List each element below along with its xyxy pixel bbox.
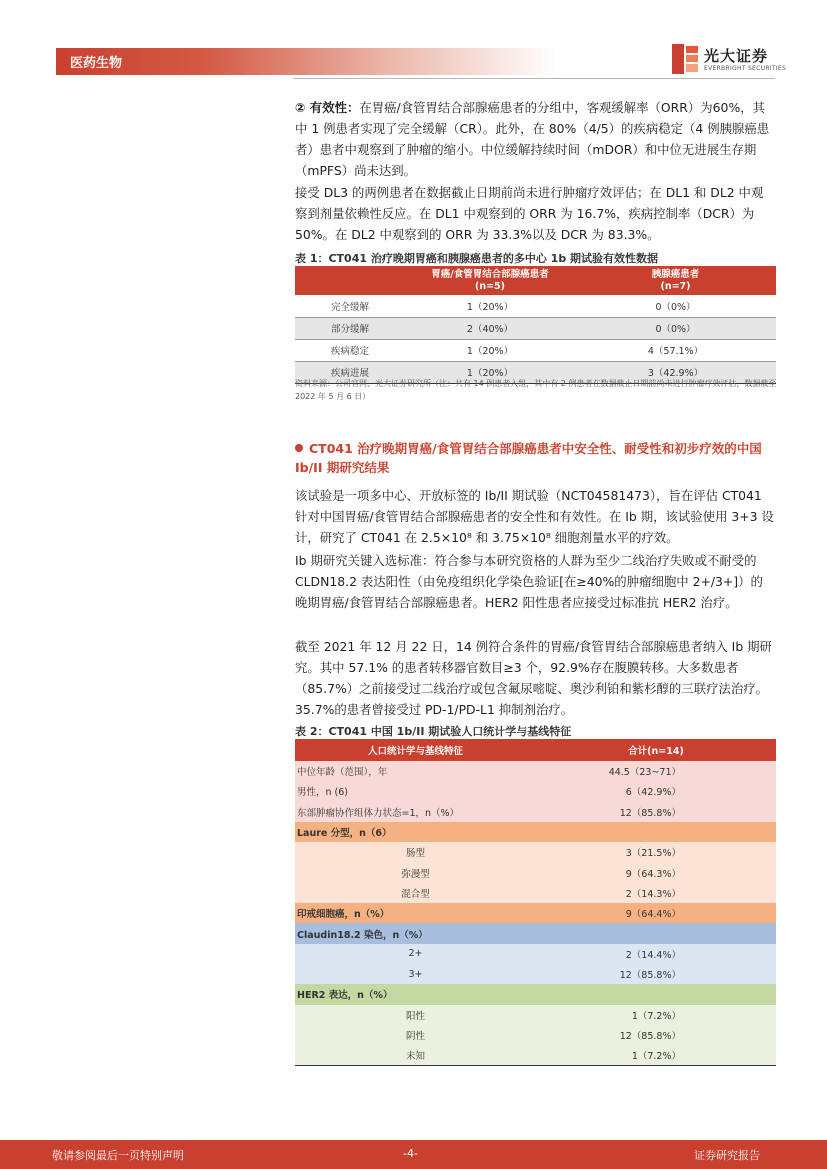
header-divider — [293, 78, 775, 79]
section-heading: CT041 治疗晚期胃癌/食管胃结合部腺癌患者中安全性、耐受性和初步疗效的中国 Ib/II 期研究结果 — [295, 441, 762, 475]
table-row: 3+ 12（85.8%） — [295, 964, 776, 984]
table-row: 东部肿瘤协作组体力状态=1，n（%） 12（85.8%） — [295, 802, 776, 822]
header-band — [56, 48, 556, 75]
efficacy-table — [295, 266, 776, 384]
everbright-logo-icon — [672, 44, 698, 74]
table-section-row: Claudin18.2 染色，n（%） — [295, 923, 776, 943]
dose-response-paragraph: 接受 DL3 的两例患者在数据截止日期前尚未进行肿瘤疗效评估；在 DL1 和 DL2 中观察到剂量依赖性反应。在 DL1 中观察到的 ORR 为 16.7%，疾病控制率（DCR）为 50%。在 DL2 中观察到的 ORR 为 33.3%以及 DCR 为 83.3%。 — [295, 185, 764, 242]
table1-source-note: 资料来源：公司官网、光大证券研究所（注：共有 14 例患者入组，其中有 2 例患者在数据截止日期前尚未进行肿瘤疗效评估，数据截至 2022 年 5 月 6 日） — [295, 379, 777, 401]
table-row: 完全缓解 1（20%） 0（0%） — [295, 295, 776, 317]
baseline-table — [295, 739, 776, 1066]
table-section-row: 印戒细胞癌，n（%） 9（64.4%） — [295, 903, 776, 923]
table-row: 2+ 2（14.4%） — [295, 944, 776, 964]
table-header-cell: 胰腺癌患者 (n=7) — [575, 266, 776, 295]
table-row: 阴性 12（85.8%） — [295, 1025, 776, 1045]
table-row: 中位年龄（范围），年 44.5（23~71） — [295, 761, 776, 781]
footer-bar — [0, 1140, 827, 1169]
section-label: 医药生物 — [70, 56, 123, 71]
enrollment-paragraph: 截至 2021 年 12 月 22 日，14 例符合条件的胃癌/食管胃结合部腺癌患者纳入 Ib 期研究。其中 57.1% 的患者转移器官数目≥3 个，92.9%存在腹膜转移。大多数患者（85.7%）之前接受过二线治疗或包含氟尿嘧啶、奥沙利铂和紫杉醇的三联疗法治疗。35.7%的患者曾接受过 PD-1/PD-L1 抑制剂治疗。 — [295, 639, 772, 717]
efficacy-paragraph — [295, 97, 775, 181]
table-section-row: Laure 分型，n（6） — [295, 822, 776, 842]
logo-text: 光大证券 — [704, 47, 769, 65]
inclusion-criteria-paragraph: Ib 期研究关键入选标准：符合参与本研究资格的人群为至少二线治疗失败或不耐受的 CLDN18.2 表达阳性（由免疫组织化学染色验证[在≥40%的肿瘤细胞中 2+/3+]）的晚期胃癌/食管胃结合部腺癌患者。HER2 阳性患者应接受过标准抗 HER2 治疗。 — [295, 553, 763, 610]
table-header-row: 人口统计学与基线特征 合计(n=14) — [295, 739, 776, 761]
table-row: 部分缓解 2（40%） 0（0%） — [295, 317, 776, 339]
table-section-row: HER2 表达，n（%） — [295, 984, 776, 1004]
page-number: -4- — [403, 1147, 418, 1160]
bullet-icon — [295, 444, 303, 452]
table-row: 弥漫型 9（64.3%） — [295, 862, 776, 882]
footer-disclaimer: 敬请参阅最后一页特别声明 — [52, 1149, 184, 1162]
efficacy-lead: ② 有效性： — [295, 100, 360, 115]
table-row: 未知 1（7.2%） — [295, 1045, 776, 1065]
table-row: 男性，n (6) 6（42.9%） — [295, 781, 776, 801]
logo-subtext: EVERBRIGHT SECURITIES — [704, 65, 787, 72]
table-row: 疾病稳定 1（20%） 4（57.1%） — [295, 339, 776, 361]
table-header-cell: 胃癌/食管胃结合部腺癌患者 (n=5) — [405, 266, 575, 295]
table2-title: 表 2：CT041 中国 1b/II 期试验人口统计学与基线特征 — [295, 725, 572, 738]
table-header-row — [295, 266, 776, 295]
table1-title: 表 1：CT041 治疗晚期胃癌和胰腺癌患者的多中心 1b 期试验有效性数据 — [295, 252, 659, 265]
trial-design-paragraph: 该试验是一项多中心、开放标签的 Ib/II 期试验（NCT04581473），旨在评估 CT041 针对中国胃癌/食管胃结合部腺癌患者的安全性和有效性。在 Ib 期，该试验使用 3+3 设计，研究了 CT041 在 2.5×10⁸ 和 3.75×10⁸ 细胞剂量水平的疗效。 — [295, 488, 774, 545]
table-row: 疾病进展 1（20%） 3（42.9%） — [295, 361, 776, 383]
table-row: 肠型 3（21.5%） — [295, 842, 776, 862]
table-header-cell — [295, 266, 405, 295]
table-row: 混合型 2（14.3%） — [295, 883, 776, 903]
efficacy-text: 在胃癌/食管胃结合部腺癌患者的分组中，客观缓解率（ORR）为60%，其中 1 例患者实现了完全缓解（CR）。此外，在 80%（4/5）的疾病稳定（4 例胰腺癌患者）患者中观察到了肿瘤的缩小。中位缓解持续时间（mDOR）和中位无进展生存期（mPFS）尚未达到。 — [295, 100, 770, 178]
table-row: 阳性 1（7.2%） — [295, 1005, 776, 1025]
footer-report-type: 证券研究报告 — [694, 1149, 760, 1162]
